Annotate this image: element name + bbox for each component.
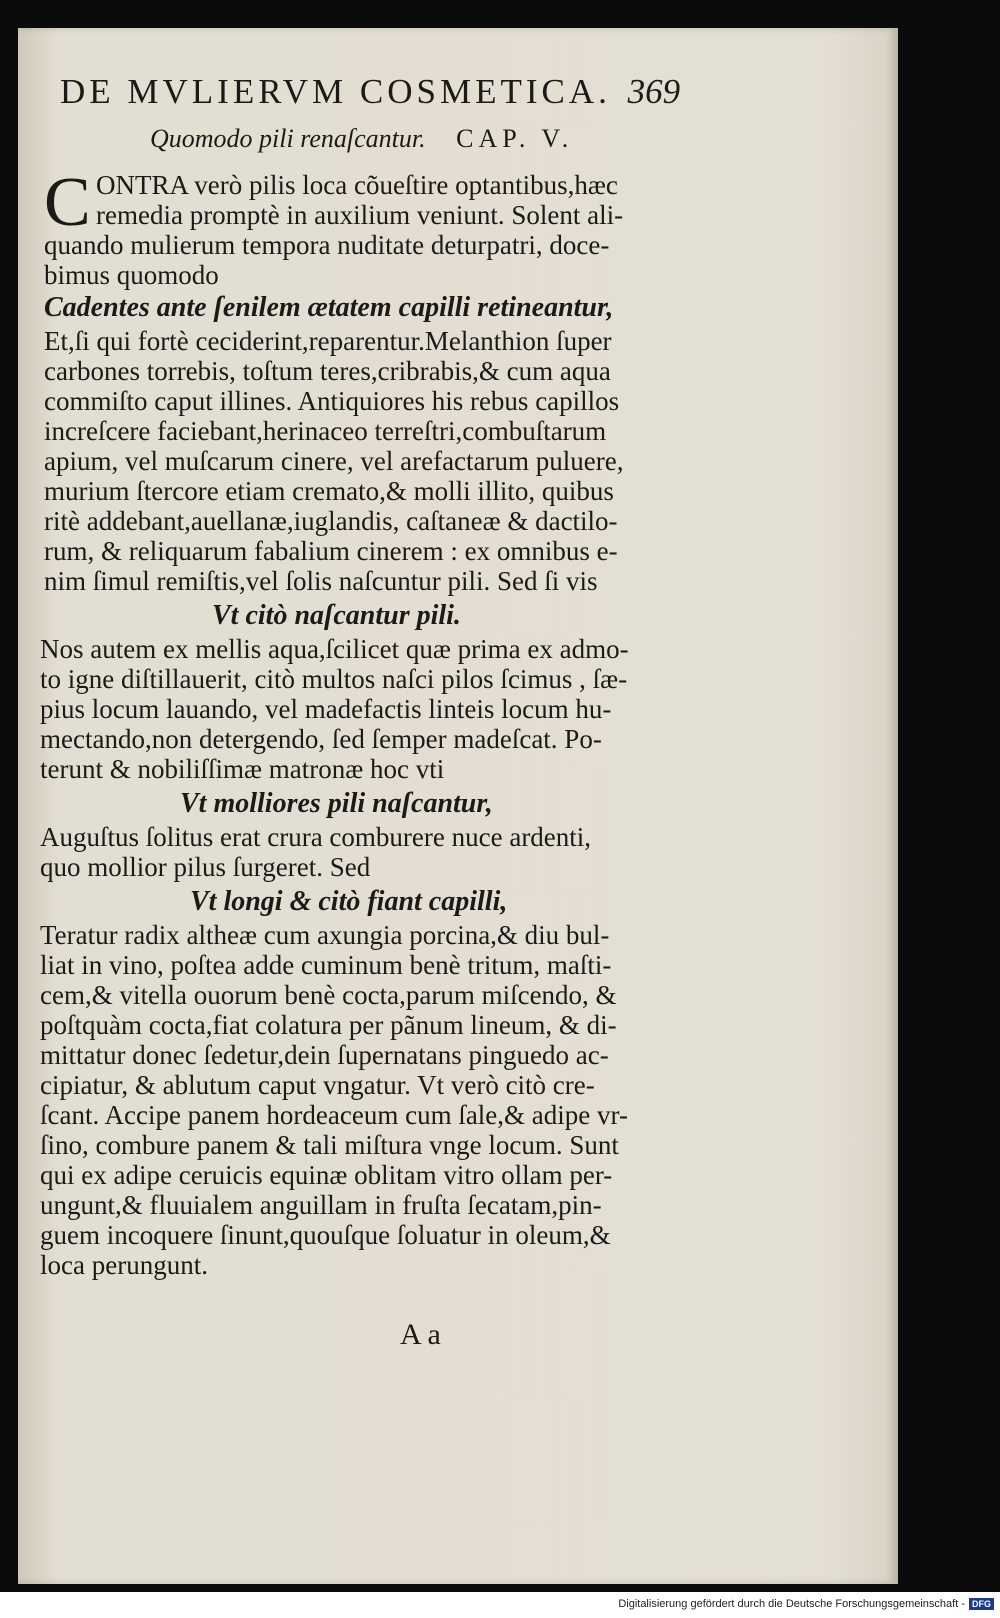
text-line: commiſto caput illines. Antiquiores his rebus capillos xyxy=(44,386,620,416)
running-head xyxy=(60,72,680,112)
section-heading: Vt citò naſcantur pili. xyxy=(212,600,461,631)
drop-capital: C xyxy=(44,164,91,241)
footer-text: Digitalisierung gefördert durch die Deutsche Forschungsgemeinschaft - xyxy=(618,1598,965,1610)
chapter-title: Quomodo pili renaſcantur. xyxy=(150,124,426,153)
text-line: carbones torrebis, toſtum teres,cribrabis,& cum aqua xyxy=(44,356,611,386)
text-line: qui ex adipe ceruicis equinæ oblitam vitro ollam per- xyxy=(40,1160,613,1190)
text-line: terunt & nobiliſſimæ matronæ hoc vti xyxy=(40,754,445,784)
footer-credit xyxy=(618,1598,994,1610)
dfg-logo: DFG xyxy=(969,1598,994,1610)
section-heading: Vt molliores pili naſcantur, xyxy=(180,788,493,819)
text-line: cem,& vitella ouorum benè cocta,parum miſcendo, & xyxy=(40,980,617,1010)
text-line: mectando,non detergendo, ſed ſemper madeſcat. Po- xyxy=(40,724,602,754)
text-line: remedia promptè in auxilium veniunt. Solent ali- xyxy=(96,200,624,230)
text-line: loca perungunt. xyxy=(40,1250,208,1280)
signature-mark: A a xyxy=(400,1318,441,1351)
text-line: Et,ſi qui fortè ceciderint,reparentur.Melanthion ſuper xyxy=(44,326,612,356)
section-heading: Vt longi & citò fiant capilli, xyxy=(190,886,508,917)
text-line: quo mollior pilus ſurgeret. Sed xyxy=(40,852,371,882)
text-line: increſcere faciebant,herinaceo terreſtri,combuſtarum xyxy=(44,416,607,446)
text-line: mittatur donec ſedetur,dein ſupernatans pinguedo ac- xyxy=(40,1040,609,1070)
text-line: liat in vino, poſtea adde cuminum benè tritum, maſti- xyxy=(40,950,612,980)
chapter-heading xyxy=(150,124,573,154)
text-line: Teratur radix altheæ cum axungia porcina,& diu bul- xyxy=(40,920,610,950)
text-line: rum, & reliquarum fabalium cinerem : ex omnibus e- xyxy=(44,536,618,566)
text-line: Auguſtus ſolitus erat crura comburere nuce ardenti, xyxy=(40,822,592,852)
text-line: murium ſtercore etiam cremato,& molli illito, quibus xyxy=(44,476,614,506)
text-line: quando mulierum tempora nuditate deturpatri, doce- xyxy=(44,230,610,260)
text-line: nim ſimul remiſtis,vel ſolis naſcuntur pili. Sed ſi vis xyxy=(44,566,598,596)
text-line: ungunt,& fluuialem anguillam in fruſta ſecatam,pin- xyxy=(40,1190,602,1220)
text-line: to igne diſtillauerit, citò multos naſci pilos ſcimus , ſæ- xyxy=(40,664,628,694)
text-line: guem incoquere ſinunt,quouſque ſoluatur in oleum,& xyxy=(40,1220,611,1250)
text-line: ONTRA verò pilis loca cõueſtire optantibus,hæc xyxy=(96,170,618,200)
chapter-label: CAP. V. xyxy=(456,124,574,153)
text-line: pius locum lauando, vel madefactis linteis locum hu- xyxy=(40,694,612,724)
running-head-title: DE MVLIERVM COSMETICA. xyxy=(60,72,611,111)
text-line: bimus quomodo xyxy=(44,260,219,290)
text-line: poſtquàm cocta,fiat colatura per pãnum lineum, & di- xyxy=(40,1010,617,1040)
text-line: apium, vel muſcarum cinere, vel arefactarum puluere, xyxy=(44,446,624,476)
section-heading: Cadentes ante ſenilem ætatem capilli retineantur, xyxy=(44,292,614,323)
page-number: 369 xyxy=(627,72,681,111)
text-line: cipiatur, & ablutum caput vngatur. Vt verò citò cre- xyxy=(40,1070,595,1100)
text-line: ſino, combure panem & tali miſtura vnge locum. Sunt xyxy=(40,1130,619,1160)
text-line: Nos autem ex mellis aqua,ſcilicet quæ prima ex admo- xyxy=(40,634,629,664)
text-line: ſcant. Accipe panem hordeaceum cum ſale,& adipe vr- xyxy=(40,1100,628,1130)
text-line: ritè addebant,auellanæ,iuglandis, caſtaneæ & dactilo- xyxy=(44,506,618,536)
